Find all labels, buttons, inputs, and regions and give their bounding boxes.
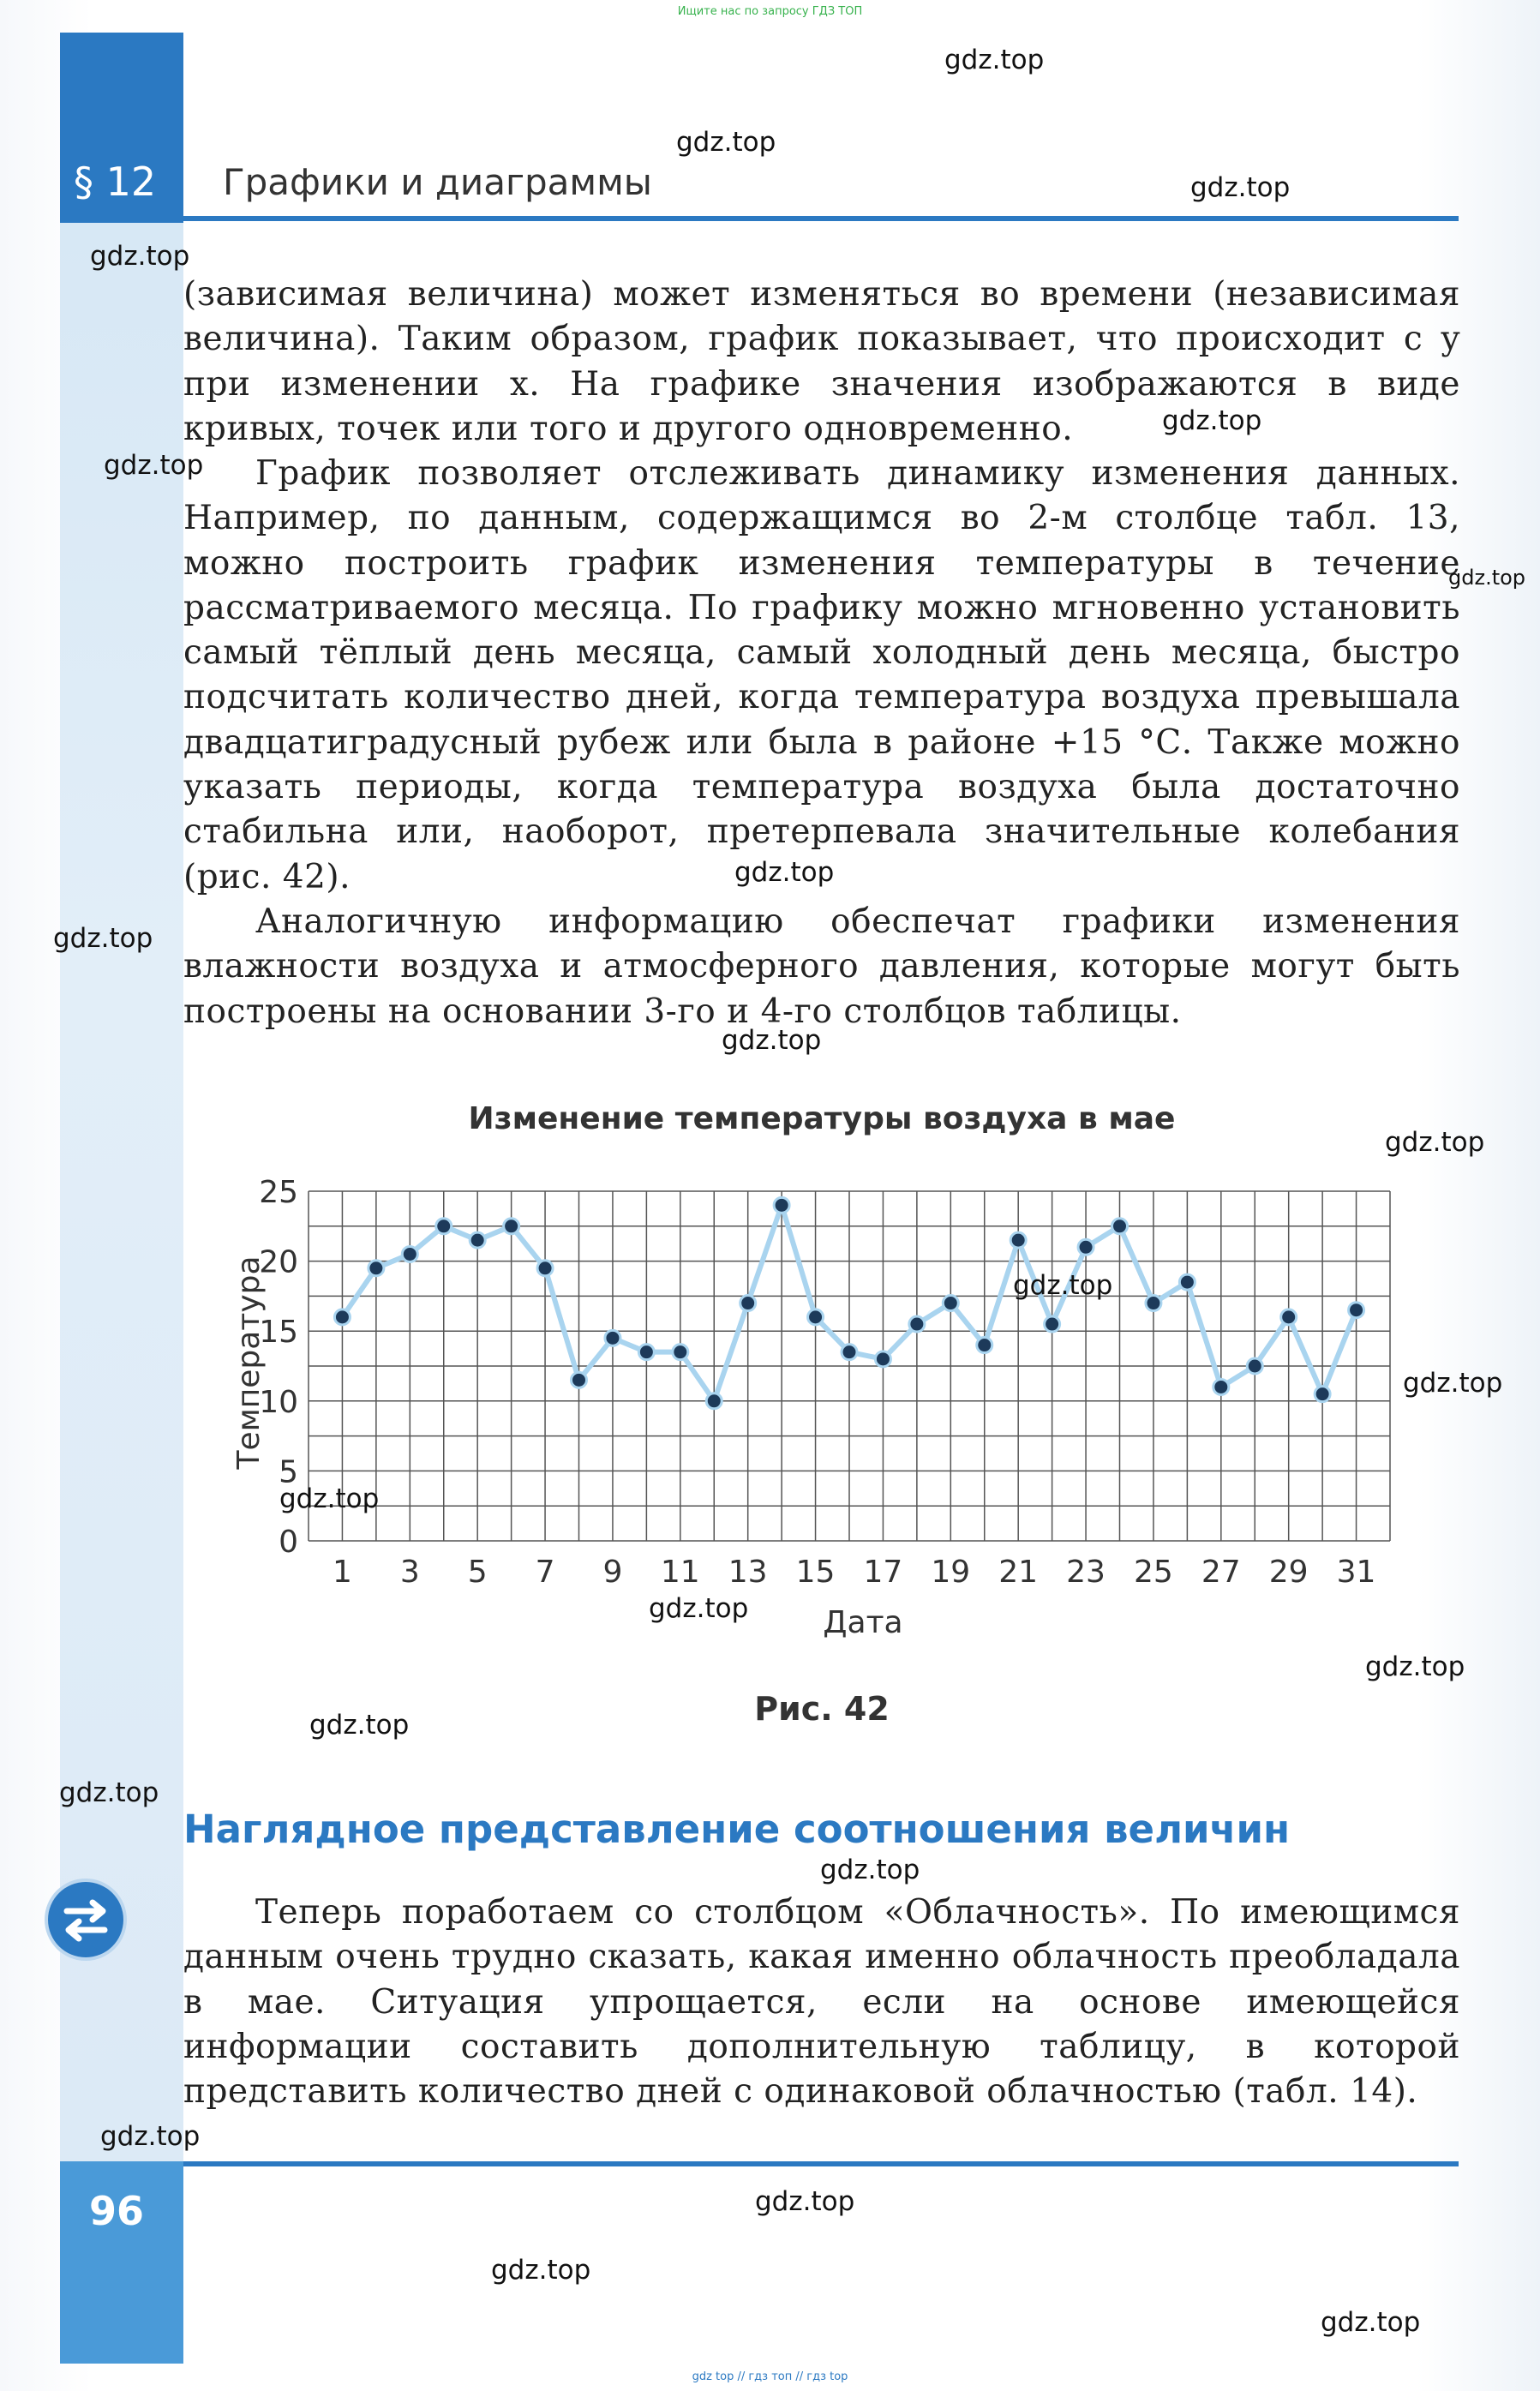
x-tick-label: 25	[1134, 1555, 1173, 1590]
data-point	[1247, 1358, 1262, 1374]
watermark: gdz.top	[59, 1777, 159, 1808]
watermark: gdz.top	[104, 450, 204, 481]
footer-rule	[60, 2161, 1459, 2166]
watermark: gdz.top	[491, 2255, 591, 2286]
watermark: gdz.top	[1448, 566, 1526, 590]
data-point	[605, 1330, 620, 1345]
x-tick-label: 17	[863, 1555, 903, 1590]
watermark: gdz.top	[1385, 1127, 1485, 1158]
watermark: gdz.top	[279, 1483, 380, 1514]
x-tick-label: 7	[535, 1555, 555, 1590]
watermark: gdz.top	[649, 1593, 749, 1624]
y-tick-label: 0	[279, 1525, 298, 1560]
data-point	[1045, 1316, 1060, 1332]
x-tick-label: 1	[332, 1555, 352, 1590]
data-point	[369, 1261, 384, 1276]
watermark: gdz.top	[734, 857, 835, 888]
data-point	[1315, 1387, 1330, 1402]
data-point	[1010, 1232, 1026, 1248]
y-tick-label: 25	[259, 1175, 298, 1210]
data-point	[1112, 1219, 1128, 1234]
x-tick-label: 13	[728, 1555, 768, 1590]
x-tick-label: 3	[399, 1555, 420, 1590]
y-tick-label: 5	[279, 1454, 298, 1490]
x-tick-label: 23	[1066, 1555, 1106, 1590]
data-point	[774, 1197, 789, 1213]
paragraph-cloudiness: Теперь поработаем со столбцом «Облачность». По имеющимся данным очень трудно сказать, какая именно облачность преобладала в мае. Ситуация упрощается, если на основе имеющейся информации составить дополнительную таблицу, в которой представить количество дней с одинаковой облачностью (табл. 14).	[183, 1893, 1460, 2112]
watermark: gdz.top	[90, 241, 190, 272]
watermark: gdz.top	[1321, 2307, 1421, 2338]
watermark: gdz.top	[53, 923, 153, 954]
x-tick-label: 9	[602, 1555, 623, 1590]
watermark: gdz.top	[100, 2121, 201, 2152]
data-point	[875, 1351, 890, 1367]
bottom-note: gdz top // гдз топ // гдз top	[692, 2370, 848, 2383]
x-tick-label: 21	[998, 1555, 1039, 1590]
y-tick-label: 15	[259, 1315, 298, 1351]
x-tick-label: 5	[467, 1555, 488, 1590]
figure-caption: Рис. 42	[754, 1690, 890, 1728]
swap-arrows-icon	[48, 1882, 123, 1957]
data-point	[740, 1296, 756, 1311]
watermark: gdz.top	[820, 1855, 920, 1885]
watermark: gdz.top	[1403, 1368, 1503, 1399]
data-point	[943, 1296, 958, 1311]
page-number: 96	[89, 2188, 145, 2234]
x-axis-label: Дата	[823, 1605, 903, 1640]
x-tick-label: 31	[1336, 1555, 1376, 1590]
data-point	[402, 1246, 417, 1261]
data-point	[1179, 1274, 1195, 1290]
chart-title: Изменение температуры воздуха в мае	[468, 1101, 1176, 1136]
x-tick-label: 29	[1268, 1555, 1309, 1590]
data-point	[1213, 1379, 1229, 1394]
data-point	[470, 1232, 485, 1248]
y-tick-label: 20	[259, 1244, 298, 1280]
watermark: gdz.top	[676, 127, 776, 158]
paragraph-analogous-graphs: Аналогичную информацию обеспечат графики изменения влажности воздуха и атмосферного давления, которые могут быть построены на основании 3-го и 4-го столбцов таблицы.	[183, 902, 1460, 1031]
chapter-title: Графики и диаграммы	[223, 161, 652, 203]
data-point	[1349, 1303, 1364, 1318]
watermark: gdz.top	[1013, 1270, 1113, 1301]
data-point	[706, 1393, 722, 1409]
data-point	[1078, 1239, 1094, 1255]
data-point	[638, 1345, 654, 1360]
data-point	[1281, 1309, 1297, 1325]
data-point	[1146, 1296, 1161, 1311]
paragraph-intro: (зависимая величина) может изменяться во времени (независимая величина). Таким образом, график показывает, что происходит с y при изменении x. На графике значения изображаются в виде кривых, точек или того и другого одновременно.	[183, 275, 1460, 448]
watermark: gdz.top	[722, 1025, 822, 1056]
data-point	[334, 1309, 350, 1325]
x-tick-label: 11	[660, 1555, 700, 1590]
data-point	[808, 1309, 824, 1325]
x-tick-label: 15	[795, 1555, 836, 1590]
section-subheading: Наглядное представление соотношения величин	[183, 1807, 1291, 1852]
data-point	[537, 1261, 553, 1276]
data-point	[977, 1338, 992, 1353]
watermark: gdz.top	[1365, 1651, 1465, 1682]
y-axis-label: Температура	[231, 1255, 267, 1470]
x-tick-label: 19	[931, 1555, 971, 1590]
watermark: gdz.top	[1162, 405, 1262, 436]
paragraph-graph-dynamics: График позволяет отслеживать динамику изменения данных. Например, по данным, содержащимся во 2-м столбце табл. 13, можно построить график изменения температуры в течение рассматриваемого месяца. По графику можно мгновенно установить самый тёплый день месяца, самый холодный день месяца, быстро подсчитать количество дней, когда температура воздуха превышала двадцатиградусный рубеж или была в районе +15 °С. Также можно указать периоды, когда температура воздуха была достаточно стабильна или, наоборот, претерпевала значительные колебания (рис. 42).	[183, 454, 1460, 896]
top-note: Ищите нас по запросу ГДЗ ТОП	[677, 5, 863, 18]
data-point	[842, 1345, 857, 1360]
data-point	[436, 1219, 452, 1234]
watermark: gdz.top	[1190, 172, 1291, 203]
data-point	[504, 1219, 519, 1234]
watermark: gdz.top	[944, 45, 1045, 75]
section-number: § 12	[74, 159, 157, 205]
data-point	[673, 1345, 688, 1360]
x-tick-label: 27	[1201, 1555, 1241, 1590]
data-point	[909, 1316, 925, 1332]
y-tick-label: 10	[259, 1384, 298, 1420]
data-point	[572, 1372, 587, 1387]
watermark: gdz.top	[309, 1710, 410, 1741]
watermark: gdz.top	[755, 2186, 855, 2217]
